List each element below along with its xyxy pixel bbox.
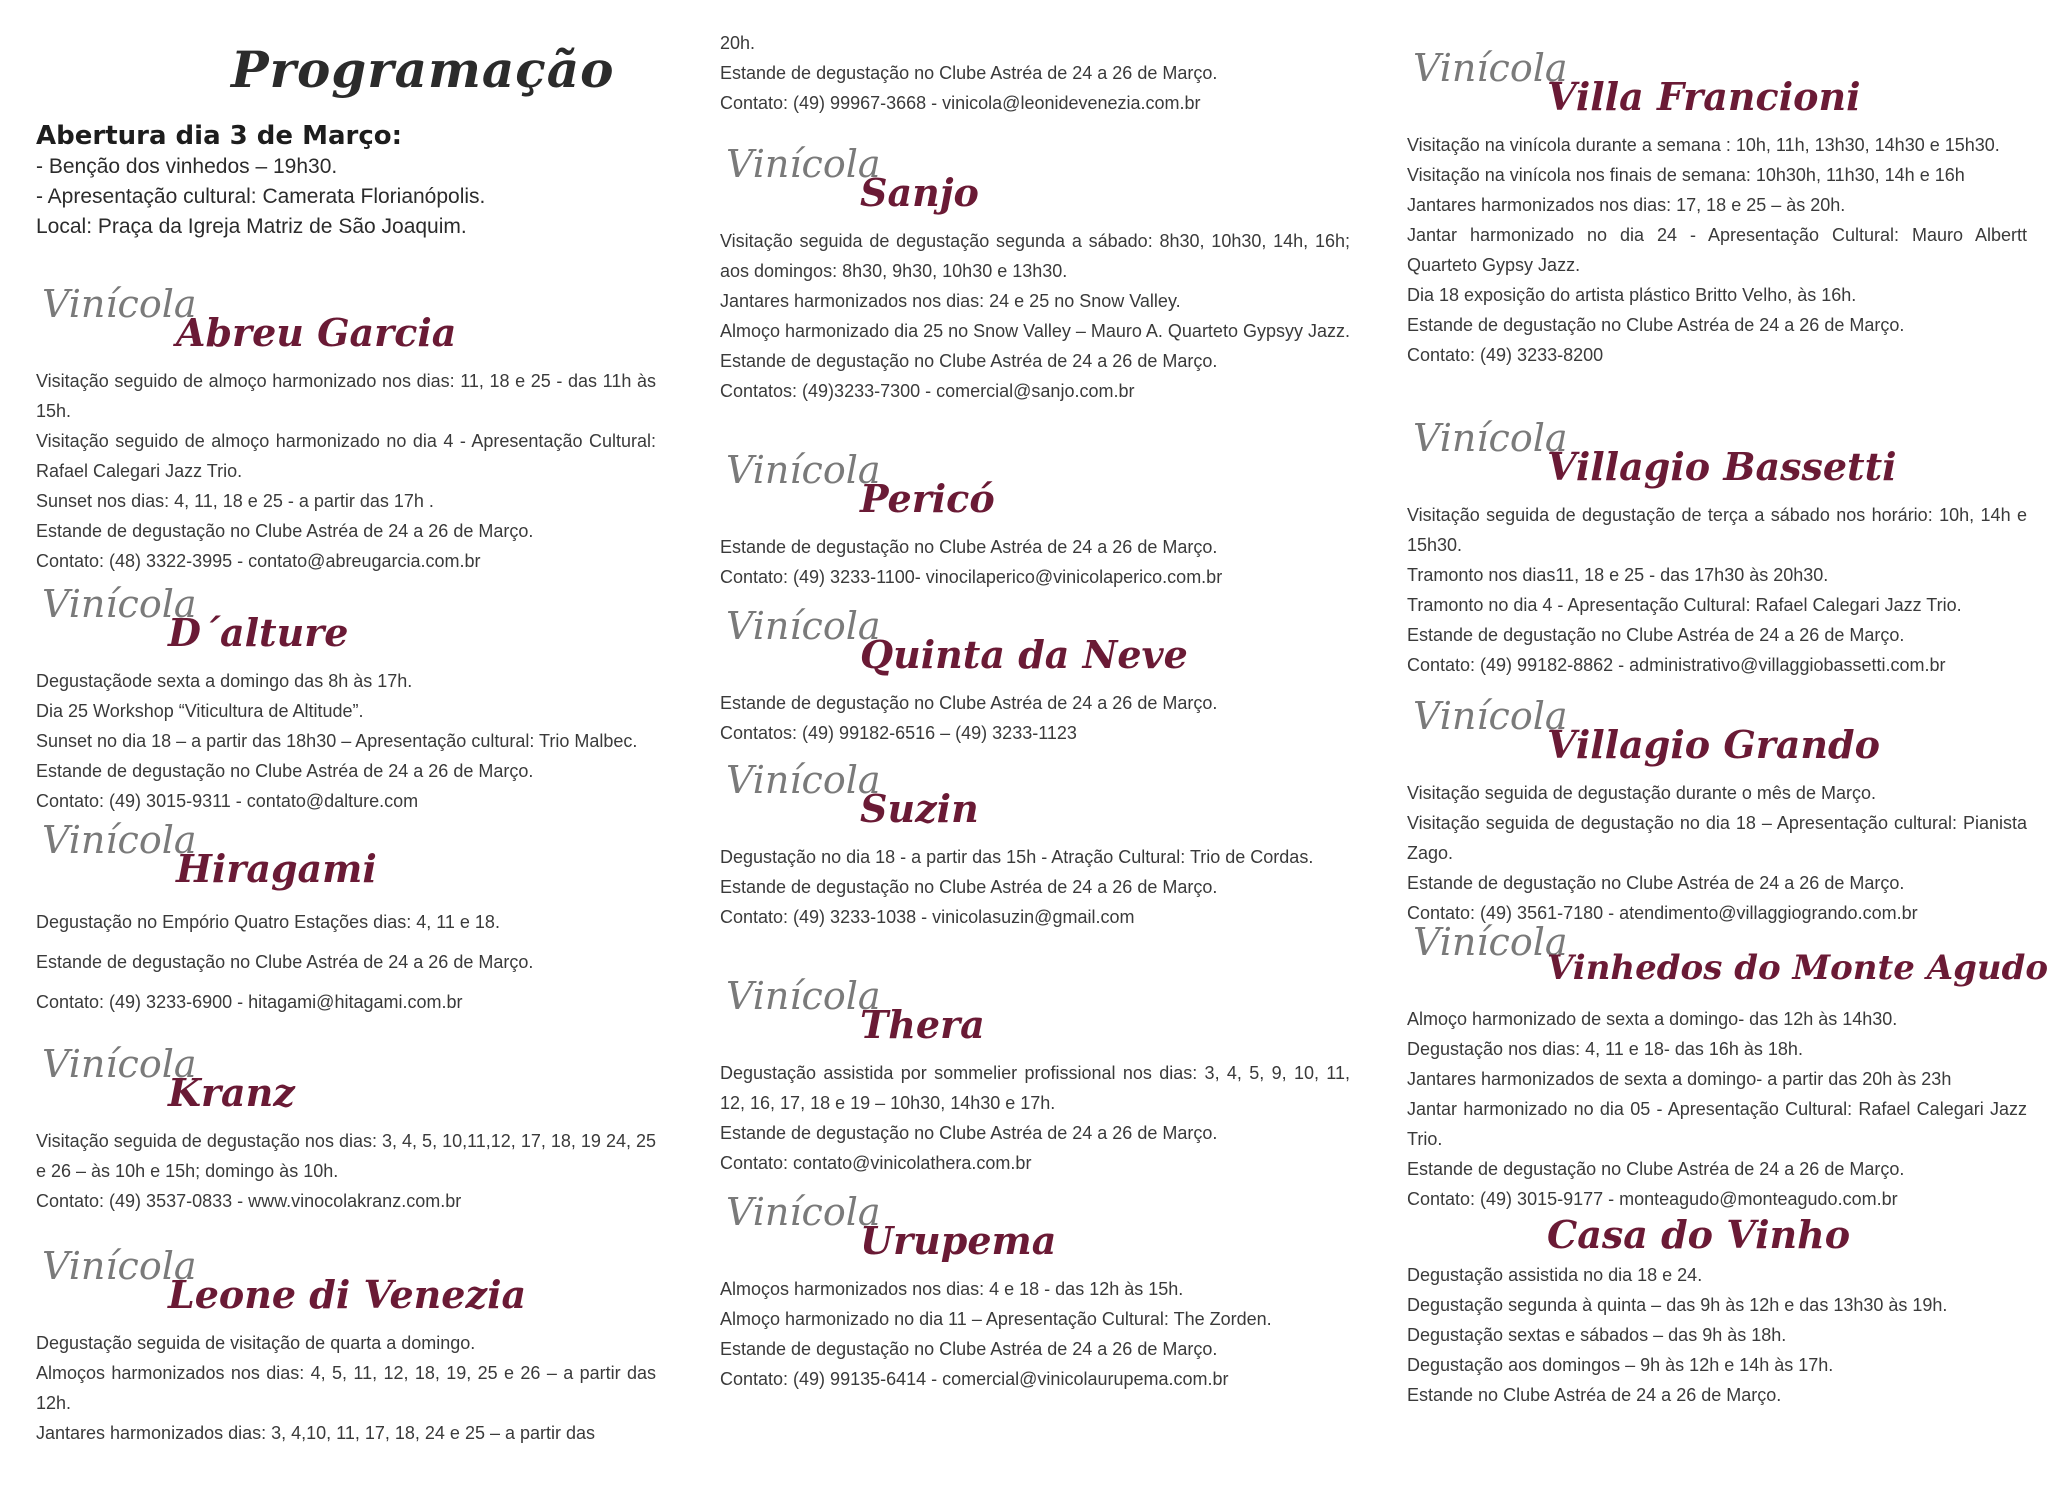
- winery-name: Villa Francioni: [1547, 74, 1861, 119]
- info-line: Visitação seguida de degustação durante o mês de Março.: [1407, 783, 1876, 803]
- winery-villagio-grando: [1407, 694, 2027, 928]
- info-line: Dia 18 exposição do artista plástico Britto Velho, às 16h.: [1407, 285, 1857, 305]
- info-line: Almoço harmonizado dia 25 no Snow Valley – Mauro A. Quarteto Gypsyy Jazz.: [720, 321, 1350, 341]
- info-line: Degustação seguida de visitação de quarta a domingo.: [36, 1333, 476, 1353]
- info-line: Visitação seguida de degustação de terça a sábado nos horário: 10h, 14h e 15h30.: [1407, 505, 2027, 555]
- winery-kranz: [36, 1042, 656, 1216]
- info-line: Sunset nos dias: 4, 11, 18 e 25 - a partir das 17h .: [36, 491, 434, 511]
- winery-quinta-da-neve: [720, 604, 1350, 748]
- winery-name: Sanjo: [860, 170, 979, 215]
- winery-header: [36, 818, 656, 902]
- info-line: Degustação sextas e sábados – das 9h às 18h.: [1407, 1325, 1787, 1345]
- winery-header: [1407, 920, 2048, 1004]
- info-line: Almoço harmonizado no dia 11 – Apresentação Cultural: The Zorden.: [720, 1309, 1272, 1329]
- winery-prefix: Vinícola: [1413, 694, 1568, 738]
- winery-name: Urupema: [860, 1218, 1057, 1263]
- winery-prefix: Vinícola: [1413, 920, 1568, 964]
- winery-name: Quinta da Neve: [860, 632, 1188, 677]
- winery-info: [720, 532, 1350, 592]
- info-line: Degustação segunda à quinta – das 9h às 12h e das 13h30 às 19h.: [1407, 1295, 1948, 1315]
- info-line: Jantares harmonizados dias: 3, 4,10, 11, 17, 18, 24 e 25 – a partir das: [36, 1423, 596, 1443]
- winery-info: [720, 1058, 1350, 1178]
- winery-dalture: [36, 582, 656, 816]
- info-line: Contato: (49) 3233-1100- vinocilaperico@vinicolaperico.com.br: [720, 567, 1223, 587]
- winery-name: Villagio Bassetti: [1547, 444, 1897, 489]
- winery-name: Suzin: [860, 786, 979, 831]
- winery-info: [1407, 1260, 2027, 1410]
- info-line: Visitação seguida de degustação nos dias: 3, 4, 5, 10,11,12, 17, 18, 19 24, 25 e 26 – às 10h e 15h; domingo às 10h.: [36, 1131, 656, 1181]
- winery-name: Kranz: [168, 1070, 295, 1115]
- info-line: Contato: (49) 3233-8200: [1407, 345, 1604, 365]
- winery-name: Casa do Vinho: [1547, 1212, 1851, 1257]
- winery-info: [1407, 500, 2027, 680]
- info-line: Contato: (48) 3322-3995 - contato@abreugarcia.com.br: [36, 551, 481, 571]
- winery-header: [720, 448, 1350, 532]
- info-line: Contato: (49) 99967-3668 - vinicola@leonidevenezia.com.br: [720, 93, 1201, 113]
- info-line: Degustação no dia 18 - a partir das 15h - Atração Cultural: Trio de Cordas.: [720, 847, 1314, 867]
- info-line: Estande de degustação no Clube Astréa de 24 a 26 de Março.: [720, 877, 1218, 897]
- winery-header: [36, 1244, 656, 1328]
- info-line: Almoço harmonizado de sexta a domingo- das 12h às 14h30.: [1407, 1009, 1898, 1029]
- info-line: Jantar harmonizado no dia 05 - Apresentação Cultural: Rafael Calegari Jazz Trio.: [1407, 1099, 2027, 1149]
- info-line: Dia 25 Workshop “Viticultura de Altitude”.: [36, 701, 364, 721]
- info-line: Estande de degustação no Clube Astréa de 24 a 26 de Março.: [720, 63, 1218, 83]
- info-line: 20h.: [720, 33, 756, 53]
- info-line: Contato: (49) 99135-6414 - comercial@vinicolaurupema.com.br: [720, 1369, 1229, 1389]
- winery-info: [720, 1274, 1350, 1394]
- winery-header: [36, 582, 656, 666]
- info-line: Jantares harmonizados nos dias: 17, 18 e 25 – às 20h.: [1407, 195, 1846, 215]
- winery-header: [720, 1190, 1350, 1274]
- info-line: Estande de degustação no Clube Astréa de 24 a 26 de Março.: [1407, 315, 1905, 335]
- winery-name: Leone di Venezia: [168, 1272, 527, 1317]
- info-line: Estande de degustação no Clube Astréa de 24 a 26 de Março.: [720, 351, 1218, 371]
- winery-header: [36, 1042, 656, 1126]
- info-line: Visitação na vinícola durante a semana : 10h, 11h, 13h30, 14h30 e 15h30.: [1407, 135, 2000, 155]
- info-line: Visitação na vinícola nos finais de semana: 10h30h, 11h30, 14h e 16h: [1407, 165, 1965, 185]
- info-line: Jantares harmonizados nos dias: 24 e 25 no Snow Valley.: [720, 291, 1181, 311]
- winery-info: [36, 902, 656, 1022]
- winery-name: Thera: [860, 1002, 985, 1047]
- winery-perico: [720, 448, 1350, 592]
- winery-info: [36, 1126, 656, 1216]
- winery-header: [720, 142, 1350, 226]
- winery-header: [720, 604, 1350, 688]
- info-line: Contatos: (49) 99182-6516 – (49) 3233-1123: [720, 723, 1077, 743]
- info-line: Contato: (49) 3233-1038 - vinicolasuzin@gmail.com: [720, 907, 1135, 927]
- winery-vinhedos-do-monte-agudo: [1407, 920, 2048, 1214]
- info-line: Contato: (49) 3015-9177 - monteagudo@monteagudo.com.br: [1407, 1189, 1898, 1209]
- winery-prefix: Vinícola: [726, 604, 881, 648]
- winery-prefix: Vinícola: [726, 974, 881, 1018]
- winery-urupema: [720, 1190, 1350, 1394]
- info-line: Estande de degustação no Clube Astréa de 24 a 26 de Março.: [720, 537, 1218, 557]
- info-line: Estande de degustação no Clube Astréa de 24 a 26 de Março.: [720, 693, 1218, 713]
- winery-info: [1407, 1004, 2027, 1214]
- winery-name: Pericó: [860, 476, 995, 521]
- winery-suzin: [720, 758, 1350, 932]
- info-line: Contato: (49) 3233-6900 - hitagami@hitagami.com.br: [36, 992, 463, 1012]
- winery-prefix: Vinícola: [42, 582, 197, 626]
- info-line: Tramonto no dia 4 - Apresentação Cultural: Rafael Calegari Jazz Trio.: [1407, 595, 1962, 615]
- winery-prefix: Vinícola: [726, 142, 881, 186]
- info-line: Visitação seguida de degustação segunda a sábado: 8h30, 10h30, 14h, 16h; aos domingos: 8h30, 9h30, 10h30 e 13h30.: [720, 231, 1350, 281]
- info-line: Contato: (49) 3015-9311 - contato@dalture.com: [36, 791, 419, 811]
- info-line: Contato: (49) 3537-0833 - www.vinocolakranz.com.br: [36, 1191, 462, 1211]
- winery-prefix: Vinícola: [726, 448, 881, 492]
- winery-header: [36, 282, 656, 366]
- winery-thera: [720, 974, 1350, 1178]
- winery-name: D´alture: [168, 610, 349, 655]
- winery-header: [1407, 416, 2027, 500]
- opening-line: Local: Praça da Igreja Matriz de São Joaquim.: [36, 215, 467, 238]
- winery-prefix: Vinícola: [726, 758, 881, 802]
- winery-header: [1407, 694, 2027, 778]
- winery-prefix: Vinícola: [726, 1190, 881, 1234]
- winery-prefix: Vinícola: [1413, 46, 1568, 90]
- winery-info: [1407, 130, 2027, 370]
- winery-info: [720, 842, 1350, 932]
- winery-name: Hiragami: [176, 846, 377, 891]
- info-line: Visitação seguido de almoço harmonizado nos dias: 11, 18 e 25 - das 11h às 15h.: [36, 371, 656, 421]
- winery-info: [1407, 778, 2027, 928]
- info-line: Degustação assistida por sommelier profissional nos dias: 3, 4, 5, 9, 10, 11, 12, 16, 17, 18 e 19 – 10h30, 14h30 e 17h.: [720, 1063, 1350, 1113]
- info-line: Almoços harmonizados nos dias: 4 e 18 - das 12h às 15h.: [720, 1279, 1184, 1299]
- winery-name: Vinhedos do Monte Agudo: [1547, 948, 2048, 988]
- winery-header: [720, 758, 1350, 842]
- winery-info: [720, 688, 1350, 748]
- info-line: Degustação assistida no dia 18 e 24.: [1407, 1265, 1703, 1285]
- info-line: Tramonto nos dias11, 18 e 25 - das 17h30 às 20h30.: [1407, 565, 1829, 585]
- opening-line: - Benção dos vinhedos – 19h30.: [36, 155, 338, 178]
- winery-info: [36, 366, 656, 576]
- winery-info: [36, 1328, 656, 1448]
- info-line: Visitação seguido de almoço harmonizado no dia 4 - Apresentação Cultural: Rafael Calegari Jazz Trio.: [36, 431, 656, 481]
- winery-villagio-bassetti: [1407, 416, 2027, 680]
- info-line: Jantar harmonizado no dia 24 - Apresentação Cultural: Mauro Albertt Quarteto Gypsy Jazz.: [1407, 225, 2027, 275]
- winery-prefix: Vinícola: [42, 818, 197, 862]
- winery-prefix: Vinícola: [42, 1042, 197, 1086]
- winery-prefix: Vinícola: [42, 282, 197, 326]
- info-line: Estande de degustação no Clube Astréa de 24 a 26 de Março.: [720, 1123, 1218, 1143]
- winery-prefix: Vinícola: [42, 1244, 197, 1288]
- info-line: Estande de degustação no Clube Astréa de 24 a 26 de Março.: [36, 761, 534, 781]
- winery-hiragami: [36, 818, 656, 1022]
- casa-do-vinho: [1407, 1212, 2027, 1410]
- winery-info: [720, 226, 1350, 406]
- info-line: Degustação aos domingos – 9h às 12h e 14h às 17h.: [1407, 1355, 1834, 1375]
- info-line: Contatos: (49)3233-7300 - comercial@sanjo.com.br: [720, 381, 1135, 401]
- continuation-block: [720, 28, 1350, 118]
- winery-header: [1407, 1212, 2027, 1260]
- page-title: Programação: [231, 40, 615, 99]
- winery-sanjo: [720, 142, 1350, 406]
- info-line: Estande de degustação no Clube Astréa de 24 a 26 de Março.: [36, 952, 534, 972]
- opening-line: - Apresentação cultural: Camerata Florianópolis.: [36, 185, 486, 208]
- info-line: Contato: (49) 99182-8862 - administrativo@villaggiobassetti.com.br: [1407, 655, 1946, 675]
- info-line: Visitação seguida de degustação no dia 18 – Apresentação cultural: Pianista Zago.: [1407, 813, 2027, 863]
- info-line: Almoços harmonizados nos dias: 4, 5, 11, 12, 18, 19, 25 e 26 – a partir das 12h.: [36, 1363, 656, 1413]
- winery-header: [1407, 46, 2027, 130]
- winery-abreu-garcia: [36, 282, 656, 576]
- winery-villa-francioni: [1407, 46, 2027, 370]
- winery-header: [720, 974, 1350, 1058]
- info-line: Estande no Clube Astréa de 24 a 26 de Março.: [1407, 1385, 1782, 1405]
- info-line: Sunset no dia 18 – a partir das 18h30 – Apresentação cultural: Trio Malbec.: [36, 731, 638, 751]
- winery-leone-di-venezia: [36, 1244, 656, 1448]
- opening-section: [36, 120, 656, 242]
- info-line: Degustaçãode sexta a domingo das 8h às 17h.: [36, 671, 413, 691]
- info-line: Estande de degustação no Clube Astréa de 24 a 26 de Março.: [1407, 625, 1905, 645]
- winery-info: [36, 666, 656, 816]
- info-line: Estande de degustação no Clube Astréa de 24 a 26 de Março.: [720, 1339, 1218, 1359]
- info-line: Contato: contato@vinicolathera.com.br: [720, 1153, 1032, 1173]
- winery-prefix: Vinícola: [1413, 416, 1568, 460]
- winery-name: Abreu Garcia: [176, 310, 457, 355]
- info-line: Estande de degustação no Clube Astréa de 24 a 26 de Março.: [1407, 873, 1905, 893]
- opening-heading: Abertura dia 3 de Março:: [36, 121, 403, 151]
- info-line: Contato: (49) 3561-7180 - atendimento@villaggiogrando.com.br: [1407, 903, 1918, 923]
- info-line: Estande de degustação no Clube Astréa de 24 a 26 de Março.: [36, 521, 534, 541]
- info-line: Degustação nos dias: 4, 11 e 18- das 16h às 18h.: [1407, 1039, 1803, 1059]
- info-line: Degustação no Empório Quatro Estações dias: 4, 11 e 18.: [36, 912, 500, 932]
- info-line: Estande de degustação no Clube Astréa de 24 a 26 de Março.: [1407, 1159, 1905, 1179]
- info-line: Jantares harmonizados de sexta a domingo- a partir das 20h às 23h: [1407, 1069, 1952, 1089]
- winery-name: Villagio Grando: [1547, 722, 1880, 767]
